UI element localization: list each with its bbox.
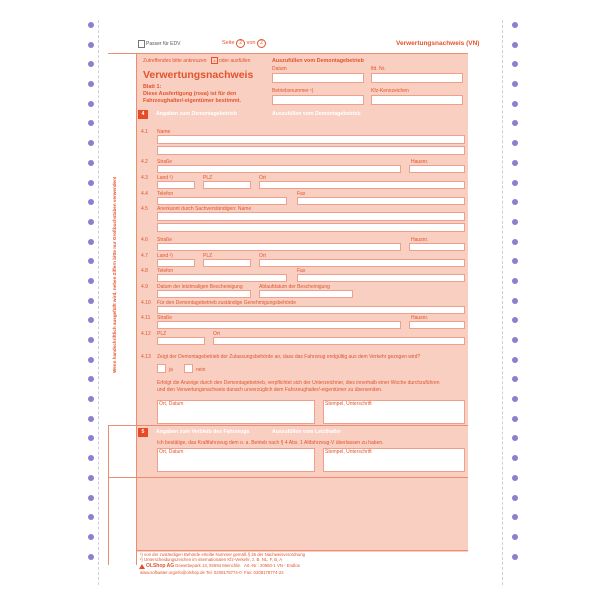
nein-label: nein: [196, 367, 206, 373]
feed-hole: [88, 278, 94, 284]
von-label: von: [246, 40, 256, 46]
form-title: Verwertungsnachweis: [143, 69, 254, 81]
ja-label: ja: [169, 367, 173, 373]
feed-hole: [512, 435, 518, 441]
row-4-8-label2: Fax: [297, 268, 306, 274]
document-title: Verwertungsnachweis (VN): [396, 40, 480, 47]
feed-hole: [512, 376, 518, 382]
feed-hole: [512, 455, 518, 461]
feed-hole: [512, 199, 518, 205]
hausnr-field[interactable]: [409, 165, 465, 173]
sidebar-left-border: [108, 425, 109, 565]
behoerde-plz-field[interactable]: [157, 337, 205, 345]
seite-label: Seite: [222, 40, 235, 46]
section-4-right: Auszufüllen vom Demontagebetrieb: [272, 111, 361, 117]
row-4-3-label3: Ort: [259, 175, 266, 181]
feed-hole: [88, 120, 94, 126]
row-4-1-label: Name: [157, 129, 171, 135]
feed-hole: [512, 337, 518, 343]
ort-field[interactable]: [259, 181, 465, 189]
behoerde-strasse-field[interactable]: [157, 321, 401, 329]
lfd-nr-label: lfd. Nr.: [371, 66, 386, 72]
feed-hole: [512, 180, 518, 186]
footer-address: Gewerbepark 13, 92694 Meinchlin: [175, 563, 241, 568]
handwriting-instruction: [112, 176, 118, 378]
footer-art: Art.-Nr.: 20950-1 VN - Endlos: [244, 563, 300, 568]
s5-stempel-label: Stempel, Unterschrift: [325, 449, 372, 455]
section-5-text: Ich bestätige, das Kraftfahrzeug dem o. a. Betrieb nach § 4 Abs. 1 Altfahrzeug-V überlassen zu haben.: [157, 440, 384, 446]
handwriting-instruction-text: Wenn handschriftlich ausgefüllt wird, neben Ziffern bitte nur Großbuchstaben verwenden!: [112, 176, 117, 373]
row-4-9-num: 4.9: [141, 284, 148, 290]
feed-hole: [88, 554, 94, 560]
instruction-checkbox: x: [211, 57, 218, 64]
footer-phone: info@olshop.de Tel. 0208178774-0: [175, 570, 242, 575]
commitment-line-2: und den Verwertungsnachweis danach unverzüglich dem Fahrzeughalter/-eigentümer zu übersenden.: [157, 387, 383, 393]
footnote-1: ¹) von der zuständigen Behörde erteilte Nummer gemäß § 26 der Nachweisverordnung: [140, 552, 306, 557]
feed-hole: [512, 278, 518, 284]
feed-hole: [88, 199, 94, 205]
feed-hole: [512, 239, 518, 245]
sv-name-field-2[interactable]: [157, 223, 465, 232]
row-4-7-label2: PLZ: [203, 253, 213, 259]
name-field[interactable]: [157, 135, 465, 144]
feed-hole: [88, 61, 94, 67]
kfz-label: Kfz-Kennzeichen: [371, 88, 409, 94]
betrieb-header: Auszufüllen vom Demontagebetrieb: [272, 58, 364, 64]
behoerde-hausnr-field[interactable]: [409, 321, 465, 329]
seite-number: 2: [236, 39, 245, 48]
row-4-13-num: 4.13: [141, 354, 151, 360]
row-4-4-label: Telefon: [157, 191, 174, 197]
bescheinigung-datum-field[interactable]: [157, 290, 251, 298]
feed-hole: [88, 475, 94, 481]
feed-hole: [88, 396, 94, 402]
feed-hole: [512, 219, 518, 225]
sv-telefon-field[interactable]: [157, 274, 287, 282]
feed-hole: [512, 534, 518, 540]
feed-hole: [88, 435, 94, 441]
row-4-5-num: 4.5: [141, 206, 148, 212]
feed-hole: [88, 534, 94, 540]
sv-hausnr-field[interactable]: [409, 243, 465, 251]
row-4-12-num: 4.12: [141, 331, 151, 337]
feed-hole: [88, 298, 94, 304]
von-number: 2: [257, 39, 266, 48]
footer-divider: [136, 550, 468, 551]
right-feed-holes: [512, 22, 520, 582]
feed-hole: [88, 258, 94, 264]
section-4-number: 4: [138, 110, 148, 119]
behoerde-field[interactable]: [157, 306, 465, 314]
lfd-nr-field[interactable]: [371, 73, 463, 83]
feed-hole: [512, 42, 518, 48]
datum-label: Datum: [272, 66, 287, 72]
brand-sub: www.softwater.org: [140, 570, 175, 575]
row-4-6-num: 4.6: [141, 237, 148, 243]
feed-hole: [512, 258, 518, 264]
row-4-9-label2: Ablaufdatum der Bescheinigung: [259, 284, 330, 290]
sv-fax-field[interactable]: [297, 274, 465, 282]
feed-hole: [512, 514, 518, 520]
top-divider: [108, 53, 468, 54]
row-4-3-label: Land ²): [157, 175, 173, 181]
section-5-divider: [108, 425, 468, 426]
feed-hole: [512, 61, 518, 67]
feed-hole: [512, 81, 518, 87]
row-4-11-num: 4.11: [141, 315, 151, 321]
left-feed-holes: [88, 22, 96, 582]
feed-hole: [88, 42, 94, 48]
row-4-2-label2: Hausnr.: [411, 159, 429, 165]
row-4-10-label: Für den Demontagebetrieb zuständige Genehmigungsbehörde: [157, 300, 296, 306]
section-5-number: 5: [138, 428, 148, 437]
edv-checkbox[interactable]: [138, 40, 145, 48]
brand-name: OLShop AG: [146, 563, 175, 569]
section-5-right: Auszufüllen vom Letzthalter: [272, 429, 342, 435]
plz-field[interactable]: [203, 181, 251, 189]
feed-hole: [88, 101, 94, 107]
feed-hole: [512, 298, 518, 304]
row-4-12-label2: Ort: [213, 331, 220, 337]
row-4-7-label3: Ort: [259, 253, 266, 259]
feed-hole: [512, 140, 518, 146]
row-4-7-label: Land ²): [157, 253, 173, 259]
feed-hole: [512, 495, 518, 501]
row-4-7-num: 4.7: [141, 253, 148, 259]
edv-label: Passer für EDV: [146, 41, 181, 47]
ablaufdatum-field[interactable]: [259, 290, 353, 298]
feed-hole: [512, 416, 518, 422]
feed-hole: [88, 416, 94, 422]
fax-field[interactable]: [297, 197, 465, 205]
row-4-8-label: Telefon: [157, 268, 174, 274]
left-form-border: [136, 53, 137, 565]
brand-logo-icon: [139, 564, 145, 569]
ja-checkbox[interactable]: [157, 364, 166, 373]
feed-hole: [88, 455, 94, 461]
feed-hole: [512, 357, 518, 363]
blatt-line2: Diese Ausfertigung (rosa) ist für den: [143, 91, 237, 97]
row-4-11-label2: Hausnr.: [411, 315, 429, 321]
row-4-2-num: 4.2: [141, 159, 148, 165]
row-4-4-label2: Fax: [297, 191, 306, 197]
row-4-11-label: Straße: [157, 315, 173, 321]
feed-hole: [512, 160, 518, 166]
lower-divider: [108, 477, 468, 478]
feed-hole: [512, 120, 518, 126]
feed-hole: [512, 396, 518, 402]
left-perforation: [98, 20, 99, 585]
row-4-2-label: Straße: [157, 159, 173, 165]
feed-hole: [88, 22, 94, 28]
blatt-line3: Fahrzeughalter/-eigentümer bestimmt.: [143, 98, 241, 104]
footnote-2: ²) Unterscheidungszeichen im internationalen Kfz-Verkehr, z. B. NL, F, B, A: [140, 557, 283, 562]
kfz-field[interactable]: [371, 95, 463, 105]
feed-hole: [88, 317, 94, 323]
row-4-4-num: 4.4: [141, 191, 148, 197]
feed-hole: [88, 160, 94, 166]
feed-hole: [88, 219, 94, 225]
section-4-title: Angaben zum Demontagebetrieb: [156, 111, 237, 117]
feed-hole: [88, 357, 94, 363]
row-4-6-label2: Hausnr.: [411, 237, 429, 243]
row-4-8-num: 4.8: [141, 268, 148, 274]
feed-hole: [512, 22, 518, 28]
s4-ort-datum-label: Ort, Datum: [159, 401, 184, 407]
feed-hole: [512, 475, 518, 481]
sv-strasse-field[interactable]: [157, 243, 401, 251]
betriebsnummer-label: Betriebsnummer ¹): [272, 88, 314, 94]
row-4-3-label2: PLZ: [203, 175, 213, 181]
name-field-2[interactable]: [157, 146, 465, 155]
row-4-9-label: Datum der letztmaligen Bescheinigung: [157, 284, 243, 290]
strasse-field[interactable]: [157, 165, 401, 173]
row-4-3-num: 4.3: [141, 175, 148, 181]
page-indicator: [222, 39, 266, 48]
nein-checkbox[interactable]: [184, 364, 193, 373]
instruction-b: oder ausfüllen: [219, 58, 251, 64]
row-4-6-label: Straße: [157, 237, 173, 243]
datum-field[interactable]: [272, 73, 364, 83]
feed-hole: [88, 81, 94, 87]
betriebsnummer-field[interactable]: [272, 95, 364, 105]
blatt-label: Blatt 1:: [143, 84, 162, 90]
feed-hole: [512, 554, 518, 560]
commitment-line-1: Erfolgt die Anzeige durch den Demontagebetrieb, verpflichtet sich der Unterzeichner, dies innerhalb einer Woche durchzuführen: [157, 380, 440, 386]
feed-hole: [88, 337, 94, 343]
feed-hole: [88, 140, 94, 146]
sv-ort-field[interactable]: [259, 259, 465, 267]
row-4-13-question: Zeigt der Demontagebetrieb der Zulassungsbehörde an, dass das Fahrzeug endgültig aus dem Verkehr gezogen wird?: [157, 354, 421, 360]
s4-stempel-label: Stempel, Unterschrift: [325, 401, 372, 407]
row-4-12-label: PLZ: [157, 331, 167, 337]
sv-land-field[interactable]: [157, 259, 195, 267]
instruction-a: Zutreffendes bitte ankreuzen: [143, 58, 207, 64]
right-perforation: [502, 20, 503, 585]
row-4-10-num: 4.10: [141, 300, 151, 306]
land-field[interactable]: [157, 181, 195, 189]
feed-hole: [88, 239, 94, 245]
telefon-field[interactable]: [157, 197, 287, 205]
sv-name-field[interactable]: [157, 212, 465, 221]
feed-hole: [88, 495, 94, 501]
s5-ort-datum-label: Ort, Datum: [159, 449, 184, 455]
footer-fax: Fax: 0208178774-22: [244, 570, 284, 575]
feed-hole: [88, 514, 94, 520]
behoerde-ort-field[interactable]: [213, 337, 465, 345]
section-5-title: Angaben zum Verbleib des Fahrzeugs: [156, 429, 250, 435]
feed-hole: [512, 317, 518, 323]
feed-hole: [88, 376, 94, 382]
row-4-5-label: Anerkannt durch Sachverständigen: Name: [157, 206, 252, 212]
sv-plz-field[interactable]: [203, 259, 251, 267]
feed-hole: [88, 180, 94, 186]
feed-hole: [512, 101, 518, 107]
row-4-1-num: 4.1: [141, 129, 148, 135]
